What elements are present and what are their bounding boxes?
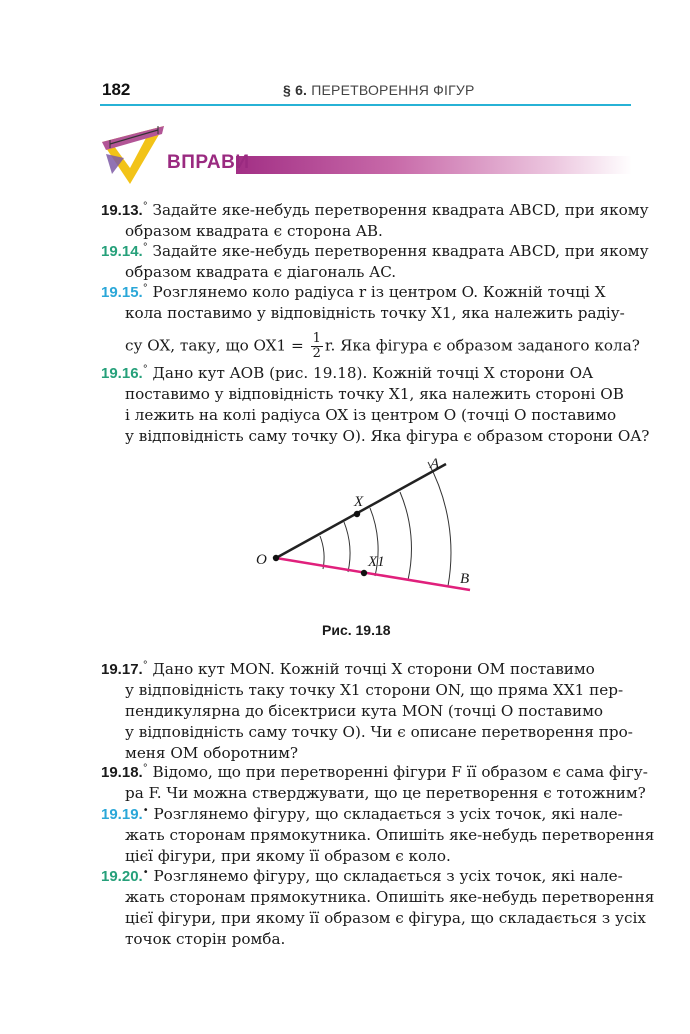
- exercise-number: 19.13.: [101, 202, 143, 220]
- formula-suffix: r. Яка фігура є образом заданого кола?: [324, 336, 640, 355]
- label-x: X: [354, 494, 364, 510]
- arc: [400, 492, 411, 580]
- exercise-text: образом квадрата є діагональ AC.: [125, 263, 397, 282]
- exercise-number: 19.18.: [101, 764, 143, 782]
- exercise-19-19: [101, 800, 655, 867]
- exercise-text: Дано кут MON. Кожній точці X сторони OM поставимо: [152, 660, 595, 679]
- exercise-19-13: [101, 196, 649, 242]
- label-o: O: [256, 552, 267, 568]
- exercise-19-18: [101, 758, 648, 804]
- ruler-triangle-icon: [100, 124, 166, 186]
- point-o: [273, 555, 279, 561]
- exercise-text: жать сторонам прямокутника. Опишіть яке-небудь перетворення: [125, 888, 655, 907]
- exercise-text: точок сторін ромба.: [125, 930, 286, 949]
- exercise-19-15: [101, 278, 640, 362]
- section-mark: § 6.: [283, 82, 308, 98]
- exercise-number: 19.15.: [101, 284, 143, 302]
- difficulty-marker: °: [142, 763, 148, 774]
- exercise-text: Розглянемо фігуру, що складається з усіх точок, які нале-: [153, 805, 623, 824]
- label-b: B: [460, 571, 470, 587]
- point-x: [354, 511, 360, 517]
- section-title: ПЕРЕТВОРЕННЯ ФІГУР: [311, 82, 475, 98]
- ray-oa: [276, 464, 446, 558]
- section-heading-bar: [236, 156, 632, 174]
- formula-prefix: су OX, таку, що OX1 =: [125, 336, 304, 355]
- difficulty-marker: °: [142, 201, 148, 212]
- exercise-text: пендикулярна до бісектриси кута MON (точці O поставимо: [125, 702, 604, 721]
- angle-figure: [250, 448, 490, 608]
- exercise-text: Задайте яке-небудь перетворення квадрата ABCD, при якому: [152, 201, 649, 220]
- label-x1: X1: [368, 554, 385, 570]
- section-heading: ВПРАВИ: [167, 152, 250, 173]
- exercise-text: у відповідність таку точку X1 сторони ON, що пряма XX1 пер-: [125, 681, 624, 700]
- difficulty-marker: °: [142, 242, 148, 253]
- exercise-text: Задайте яке-небудь перетворення квадрата ABCD, при якому: [152, 242, 649, 261]
- exercise-19-20: [101, 862, 655, 950]
- exercise-number: 19.16.: [101, 365, 143, 383]
- label-a: A: [430, 456, 440, 472]
- exercise-19-17: [101, 655, 631, 764]
- difficulty-marker: °: [142, 283, 148, 294]
- running-header: [283, 82, 474, 98]
- exercise-text: меня OM оборотним?: [125, 744, 299, 763]
- arc: [344, 522, 350, 572]
- exercise-text: жать сторонам прямокутника. Опишіть яке-небудь перетворення: [125, 826, 655, 845]
- exercise-text: цієї фігури, при якому її образом є фігура, що складається з усіх: [125, 909, 646, 928]
- exercise-text: у відповідність саму точку O). Яка фігура є образом сторони OA?: [125, 427, 650, 446]
- exercise-number: 19.14.: [101, 243, 143, 261]
- exercise-text: Розглянемо фігуру, що складається з усіх точок, які нале-: [153, 867, 623, 886]
- point-x1: [361, 570, 367, 576]
- exercise-text: поставимо у відповідність точку X1, яка належить стороні OB: [125, 385, 624, 404]
- fraction-numerator: 1: [312, 331, 321, 347]
- arc: [428, 462, 451, 586]
- exercise-text: Дано кут AOB (рис. 19.18). Кожній точці X сторони OA: [152, 364, 593, 383]
- exercise-text: образом квадрата є сторона AB.: [125, 222, 383, 241]
- exercise-text: ра F. Чи можна стверджувати, що це перетворення є тотожним?: [125, 784, 646, 803]
- fraction: [311, 332, 323, 361]
- exercise-text: кола поставимо у відповідність точку X1, яка належить радіу-: [125, 304, 625, 323]
- exercise-text: цієї фігури, при якому її образом є коло.: [125, 847, 451, 866]
- header-rule: [100, 104, 631, 106]
- exercise-number: 19.20.: [101, 868, 143, 886]
- arc: [320, 536, 324, 569]
- exercise-19-16: [101, 359, 650, 447]
- page-number: 182: [102, 80, 131, 99]
- exercise-number: 19.17.: [101, 661, 143, 679]
- exercise-text: Розглянемо коло радіуса r із центром O. Кожній точці X: [152, 283, 606, 302]
- exercise-19-14: [101, 237, 649, 283]
- difficulty-marker: °: [142, 364, 148, 375]
- fraction-denominator: 2: [312, 346, 321, 362]
- exercise-text: у відповідність саму точку O). Чи є описане перетворення про-: [125, 723, 633, 742]
- exercise-text: Відомо, що при перетворенні фігури F її образом є сама фігу-: [152, 763, 648, 782]
- difficulty-marker: •: [142, 805, 149, 816]
- exercise-text: і лежить на колі радіуса OX із центром O (точці O поставимо: [125, 406, 617, 425]
- difficulty-marker: °: [142, 660, 148, 671]
- figure-caption: Рис. 19.18: [322, 622, 391, 638]
- exercise-number: 19.19.: [101, 806, 143, 824]
- difficulty-marker: •: [142, 867, 149, 878]
